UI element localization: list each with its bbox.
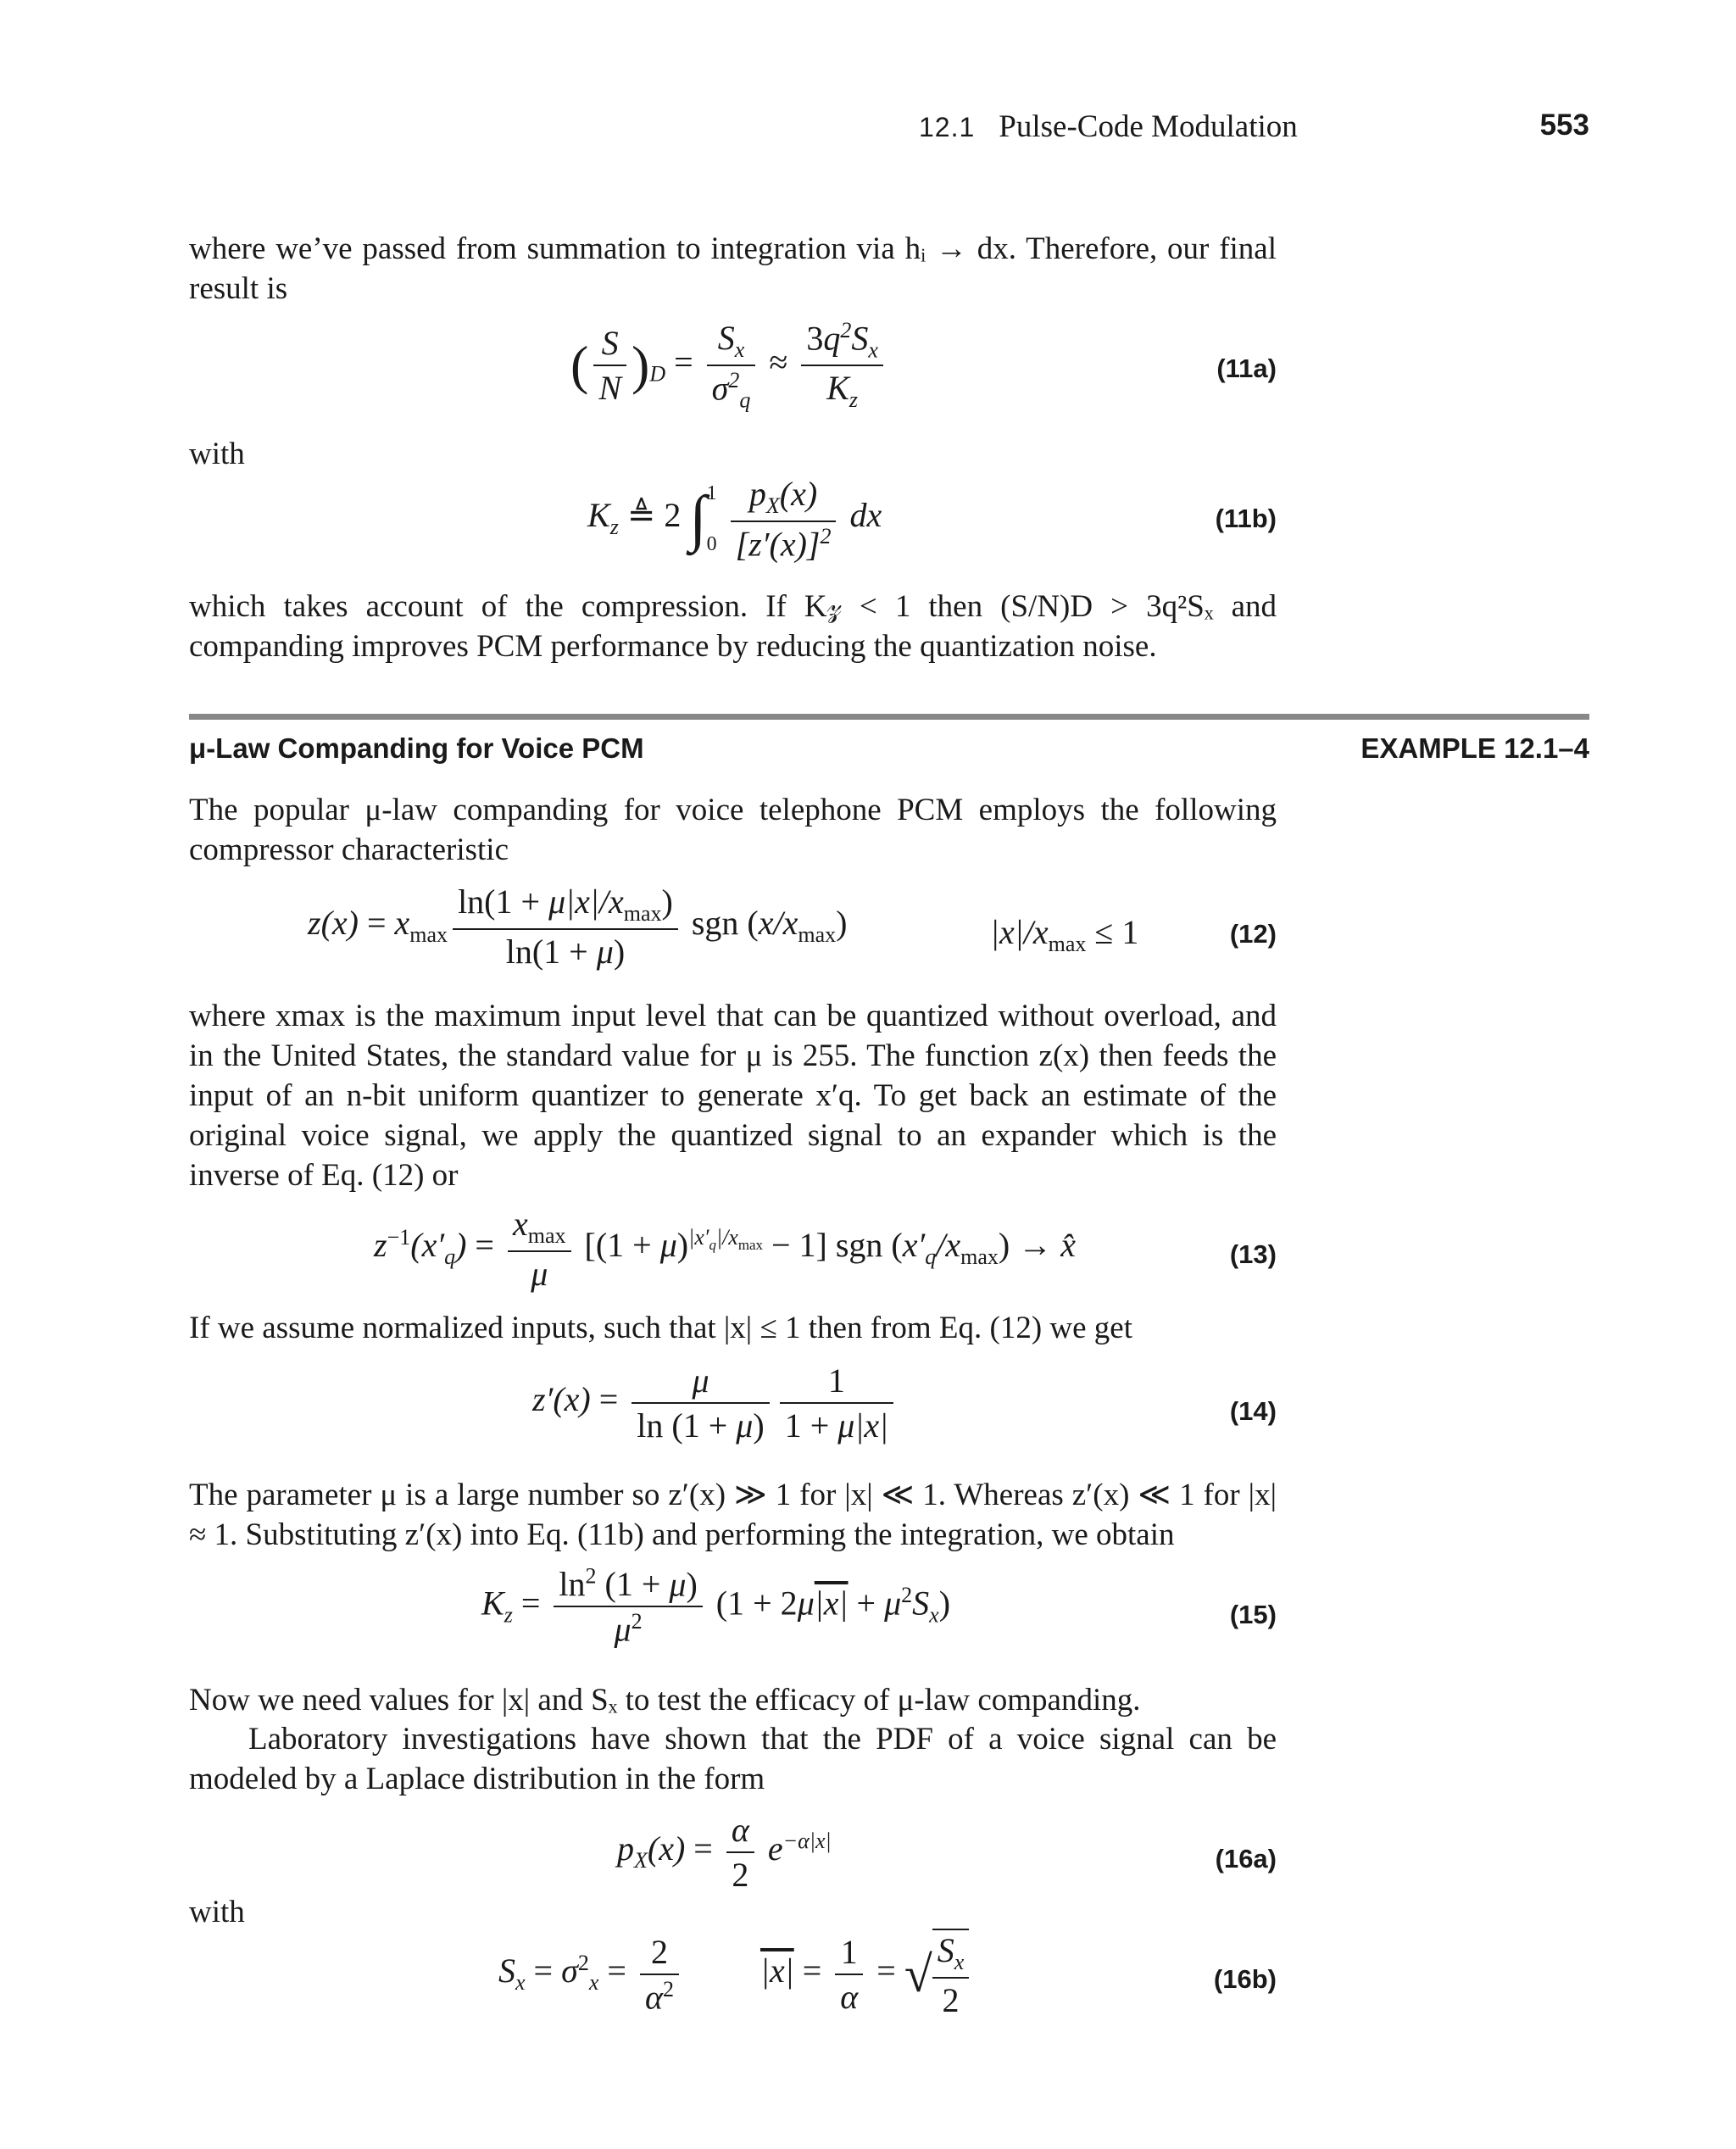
equation-number-15: (15) bbox=[1229, 1600, 1277, 1629]
equation-number-14: (14) bbox=[1229, 1396, 1277, 1426]
paragraph-efficacy: Now we need values for |x| and Sₓ to test the efficacy of μ-law companding. bbox=[189, 1683, 1141, 1718]
equation-15-body: $K_z$ = $\frac{\ln^2 (1 + \mu)}{\mu^2}$ $(1 + 2\mu|x| + \mu^2S_x)$ bbox=[481, 1564, 951, 1649]
section-number: 12.1 bbox=[919, 112, 976, 142]
text-with-1: with bbox=[189, 437, 245, 471]
equation-14-body: z′(x) = $\frac{\mu}{\ln (1 + \mu)}$ $\frac{1}{1 + \mu|x|}$ bbox=[532, 1361, 899, 1445]
page-number: 553 bbox=[1539, 109, 1589, 142]
equation-number-12: (12) bbox=[1229, 919, 1277, 949]
page-header bbox=[919, 109, 1589, 149]
equation-16b-body: $S_x = \sigma^2_x$ = $\frac{2}{\alpha^2}$ |x| = $\frac{1}{\alpha}$ = √ $\frac{S_x}{2}$ bbox=[498, 1929, 974, 2020]
equation-12 bbox=[189, 882, 1277, 983]
equation-16b bbox=[189, 1929, 1277, 2030]
equation-number-11a: (11a) bbox=[1216, 354, 1277, 383]
paragraph-laplace: Laboratory investigations have shown that the PDF of a voice signal can be modeled by a Laplace distribution in the form bbox=[189, 1722, 1277, 1796]
running-title: Pulse-Code Modulation bbox=[999, 109, 1298, 144]
paragraph-parameter-mu: The parameter μ is a large number so z′(x) ≫ 1 for |x| ≪ 1. Whereas z′(x) ≪ 1 for |x| ≈ 1. Substituting z′(x) into Eq. (11b) and performing the integration, we obtain bbox=[189, 1478, 1277, 1552]
equation-16a-body: $p_X(x)$ = $\frac{\alpha}{2}$ $e^{-\alpha|x|}$ bbox=[617, 1811, 832, 1894]
equation-number-13: (13) bbox=[1229, 1239, 1277, 1269]
paragraph-compression: which takes account of the compression. If K𝓏 < 1 then (S/N)D > 3q²Sₓ and companding improves PCM performance by reducing the quantization noise. bbox=[189, 589, 1277, 664]
example-title: μ-Law Companding for Voice PCM bbox=[189, 732, 644, 764]
equation-11b-body: $K_z$ ≜ 2 ∫ 1 0 $\frac{p_X(x)}{[z'(x)]^2}$ dx bbox=[587, 474, 882, 564]
equation-number-16a: (16a) bbox=[1215, 1844, 1277, 1873]
equation-13 bbox=[189, 1204, 1277, 1306]
equation-12-body: $z(x) = x_{max}$ $\frac{\ln(1 + \mu|x|/x_{max})}{\ln(1 + \mu)}$ sgn $(x/x_{max})$ bbox=[308, 882, 848, 971]
equation-13-body: $z^{-1}(x'_q)$ = $\frac{x_{max}}{\mu}$ $[(1 + \mu)^{|x'_q|/x_{max}} - 1]$ sgn $(x'_q/x_{max})$ → x̂ bbox=[374, 1205, 1076, 1293]
equation-11a-body: ( $\frac{S}{N}$ )$_D$ = $\frac{S_x}{\sigma^2_q}$ ≈ $\frac{3q^2S_x}{K_z}$ bbox=[570, 318, 888, 413]
equation-11a bbox=[189, 318, 1277, 420]
equation-14 bbox=[189, 1361, 1277, 1462]
example-label: EXAMPLE 12.1–4 bbox=[1360, 732, 1589, 764]
equation-11b bbox=[189, 468, 1277, 574]
paragraph-xmax: where xmax is the maximum input level that can be quantized without overload, and in the United States, the standard value for μ is 255. The function z(x) then feeds the input of an n-bit uniform quantizer to generate x′q. To get back an estimate of the original voice signal, we apply the quantized signal to an expander which is the inverse of Eq. (12) or bbox=[189, 999, 1277, 1193]
text-with-2: with bbox=[189, 1895, 245, 1929]
equation-12-condition: $|x|/x_{max} \le 1$ bbox=[990, 913, 1139, 956]
example-rule bbox=[189, 714, 1589, 720]
equation-15 bbox=[189, 1564, 1277, 1666]
running-head bbox=[919, 109, 1298, 145]
paragraph-intro: where we’ve passed from summation to integration via hᵢ → dx. Therefore, our final result is bbox=[189, 231, 1277, 306]
equation-number-11b: (11b) bbox=[1215, 504, 1277, 533]
equation-number-16b: (16b) bbox=[1213, 1964, 1277, 1994]
paragraph-normalized: If we assume normalized inputs, such that |x| ≤ 1 then from Eq. (12) we get bbox=[189, 1311, 1132, 1345]
paragraph-mu-law-intro: The popular μ-law companding for voice telephone PCM employs the following compressor characteristic bbox=[189, 793, 1277, 867]
